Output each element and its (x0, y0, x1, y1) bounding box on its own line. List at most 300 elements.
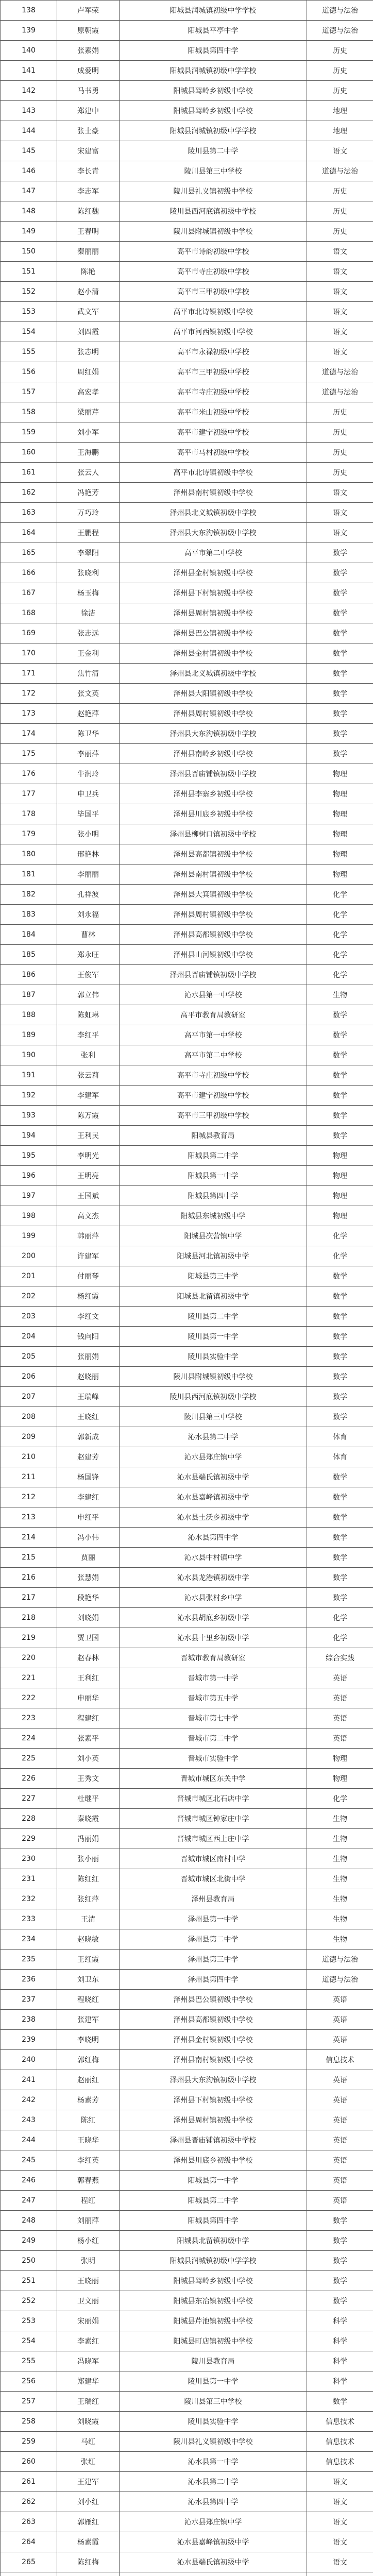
row-number-cell: 179 (1, 824, 57, 844)
table-row (1, 1086, 373, 1106)
school-cell: 泽州县高都镇初级中学校 (120, 925, 307, 945)
row-number-cell: 258 (1, 2412, 57, 2432)
table-row (1, 81, 373, 101)
name-cell: 邢艳林 (57, 844, 120, 865)
name-cell: 贾卫国 (57, 1628, 120, 1648)
subject-cell: 语文 (307, 2552, 373, 2572)
table-row (1, 2392, 373, 2412)
row-number-cell: 206 (1, 1367, 57, 1387)
school-cell: 沁水县中村镇中学 (120, 1548, 307, 1568)
name-cell: 陈万霞 (57, 1106, 120, 1126)
table-row (1, 1950, 373, 1970)
school-cell: 泽州县第二中学 (120, 1929, 307, 1950)
subject-cell: 物理 (307, 1166, 373, 1186)
school-cell: 陵川县第二中学 (120, 1307, 307, 1327)
name-cell: 秦晓霞 (57, 1809, 120, 1829)
name-cell: 陈红梅 (57, 2552, 120, 2572)
school-cell: 沁水县土沃乡初级中学 (120, 1507, 307, 1528)
subject-cell: 化学 (307, 905, 373, 925)
school-cell: 泽州县下村镇初级中学校 (120, 583, 307, 603)
table-row (1, 1648, 373, 1668)
row-number-cell: 147 (1, 181, 57, 201)
school-cell: 泽州县晋庙铺镇初级中学校 (120, 965, 307, 985)
name-cell: 程晓红 (57, 1990, 120, 2010)
subject-cell: 数学 (307, 1347, 373, 1367)
school-cell: 泽州县南岭乡初级中学校 (120, 744, 307, 764)
subject-cell: 数学 (307, 643, 373, 664)
school-cell: 泽州县大东沟镇初级中学校 (120, 523, 307, 543)
subject-cell: 数学 (307, 603, 373, 623)
table-row (1, 1889, 373, 1909)
subject-cell: 生物 (307, 1889, 373, 1909)
row-number-cell: 168 (1, 603, 57, 623)
table-row (1, 1970, 373, 1990)
subject-cell: 信息技术 (307, 2432, 373, 2452)
subject-cell (307, 2572, 373, 2576)
table-row (1, 1849, 373, 1869)
table-row (1, 664, 373, 684)
subject-cell: 物理 (307, 844, 373, 865)
name-cell: 陈虹琳 (57, 1005, 120, 1025)
school-cell: 高平市北诗镇初级中学校 (120, 463, 307, 483)
name-cell: 张小丽 (57, 1849, 120, 1869)
table-row (1, 342, 373, 362)
table-row (1, 422, 373, 443)
subject-cell: 数学 (307, 2251, 373, 2271)
subject-cell: 数学 (307, 744, 373, 764)
subject-cell: 数学 (307, 1507, 373, 1528)
row-number-cell: 224 (1, 1728, 57, 1749)
row-number-cell: 164 (1, 523, 57, 543)
subject-cell: 英语 (307, 2130, 373, 2150)
school-cell: 阳城县第四中学 (120, 1186, 307, 1206)
row-number-cell: 169 (1, 623, 57, 643)
name-cell: 赵丽红 (57, 2070, 120, 2090)
row-number-cell: 238 (1, 2010, 57, 2030)
table-row (1, 101, 373, 121)
table-row (1, 242, 373, 262)
table-row (1, 201, 373, 222)
subject-cell: 语文 (307, 141, 373, 161)
row-number-cell: 235 (1, 1950, 57, 1970)
subject-cell: 数学 (307, 1286, 373, 1307)
name-cell: 王瑞红 (57, 2392, 120, 2412)
table-row (1, 2130, 373, 2150)
row-number-cell: 163 (1, 503, 57, 523)
table-row (1, 2070, 373, 2090)
name-cell: 郑永旺 (57, 945, 120, 965)
row-number-cell: 255 (1, 2351, 57, 2371)
table-row (1, 684, 373, 704)
subject-cell: 道德与法治 (307, 1, 373, 21)
school-cell: 阳城县第一中学 (120, 1166, 307, 1186)
school-cell: 沁水县第四中学 (120, 1528, 307, 1548)
subject-cell: 历史 (307, 61, 373, 81)
row-number-cell: 199 (1, 1226, 57, 1246)
table-row (1, 724, 373, 744)
name-cell: 刘丽萍 (57, 2211, 120, 2231)
row-number-cell: 228 (1, 1809, 57, 1829)
school-cell: 沁水县第二中学 (120, 1427, 307, 1447)
name-cell: 杨小红 (57, 2231, 120, 2251)
row-number-cell: 148 (1, 201, 57, 222)
row-number-cell: 159 (1, 422, 57, 443)
row-number-cell: 218 (1, 1608, 57, 1628)
table-row (1, 322, 373, 342)
school-cell: 高平市寺庄初级中学校 (120, 1065, 307, 1086)
school-cell: 陵川县礼义镇初级中学校 (120, 2432, 307, 2452)
subject-cell: 物理 (307, 1749, 373, 1769)
subject-cell: 道德与法治 (307, 161, 373, 181)
table-row (1, 2171, 373, 2191)
school-cell: 泽州县大箕镇初级中学校 (120, 885, 307, 905)
table-row (1, 1347, 373, 1367)
subject-cell: 数学 (307, 684, 373, 704)
name-cell: 郭红梅 (57, 2050, 120, 2070)
school-cell: 阳城县次营镇中学 (120, 1226, 307, 1246)
subject-cell: 语文 (307, 483, 373, 503)
subject-cell: 数学 (307, 1106, 373, 1126)
table-row (1, 1628, 373, 1648)
subject-cell: 数学 (307, 623, 373, 643)
subject-cell: 化学 (307, 1246, 373, 1266)
row-number-cell: 220 (1, 1648, 57, 1668)
school-cell: 高平市北诗镇初级中学校 (120, 302, 307, 322)
table-row (1, 744, 373, 764)
table-row (1, 1387, 373, 1407)
name-cell (57, 2572, 120, 2576)
subject-cell: 英语 (307, 1688, 373, 1708)
name-cell: 贾丽 (57, 1548, 120, 1568)
row-number-cell: 187 (1, 985, 57, 1005)
subject-cell: 数学 (307, 1045, 373, 1065)
row-number-cell: 154 (1, 322, 57, 342)
name-cell: 王晓华 (57, 2130, 120, 2150)
name-cell: 赵春林 (57, 1648, 120, 1668)
subject-cell: 历史 (307, 201, 373, 222)
school-cell: 高平市永禄初级中学校 (120, 342, 307, 362)
school-cell: 高平市马村初级中学校 (120, 443, 307, 463)
name-cell: 陈红 (57, 2110, 120, 2130)
school-cell: 阳城县町店镇初级中学校 (120, 2331, 307, 2351)
table-row (1, 302, 373, 322)
table-row (1, 1005, 373, 1025)
table-row (1, 2371, 373, 2392)
subject-cell: 数学 (307, 1367, 373, 1387)
name-cell: 冯丽娟 (57, 1829, 120, 1849)
row-number-cell: 208 (1, 1407, 57, 1427)
school-cell: 高平市第二中学校 (120, 1045, 307, 1065)
school-cell: 阳城县驾岭乡初级中学校 (120, 81, 307, 101)
subject-cell: 英语 (307, 1990, 373, 2010)
row-number-cell: 226 (1, 1769, 57, 1789)
table-row (1, 623, 373, 643)
row-number-cell: 170 (1, 643, 57, 664)
row-number-cell: 210 (1, 1447, 57, 1467)
table-row (1, 1507, 373, 1528)
row-number-cell: 166 (1, 563, 57, 583)
table-row (1, 643, 373, 664)
subject-cell: 英语 (307, 1728, 373, 1749)
table-row (1, 2110, 373, 2130)
table-row (1, 824, 373, 844)
table-row (1, 463, 373, 483)
row-number-cell: 196 (1, 1166, 57, 1186)
school-cell: 泽州县巴公镇初级中学校 (120, 623, 307, 643)
table-row (1, 443, 373, 463)
name-cell: 王利民 (57, 1126, 120, 1146)
table-body (1, 1, 373, 2576)
table-row (1, 1327, 373, 1347)
table-row (1, 2532, 373, 2552)
row-number-cell: 185 (1, 945, 57, 965)
subject-cell: 数学 (307, 563, 373, 583)
table-row (1, 1789, 373, 1809)
name-cell: 张素娟 (57, 41, 120, 61)
name-cell: 许建军 (57, 1246, 120, 1266)
row-number-cell: 201 (1, 1266, 57, 1286)
school-cell: 泽州县周村镇初级中学校 (120, 905, 307, 925)
name-cell: 陈艳 (57, 262, 120, 282)
subject-cell: 历史 (307, 222, 373, 242)
name-cell: 申卫兵 (57, 784, 120, 804)
row-number-cell: 213 (1, 1507, 57, 1528)
subject-cell: 数学 (307, 1025, 373, 1045)
name-cell: 高宏孝 (57, 382, 120, 402)
table-row (1, 1246, 373, 1266)
subject-cell: 物理 (307, 1186, 373, 1206)
row-number-cell (1, 2572, 57, 2576)
row-number-cell: 152 (1, 282, 57, 302)
subject-cell: 数学 (307, 1327, 373, 1347)
subject-cell: 英语 (307, 2150, 373, 2171)
name-cell: 马书勇 (57, 81, 120, 101)
school-cell: 泽州县周村镇初级中学校 (120, 603, 307, 623)
table-row (1, 21, 373, 41)
subject-cell: 信息技术 (307, 2412, 373, 2432)
name-cell: 王春明 (57, 222, 120, 242)
name-cell: 王清 (57, 1909, 120, 1929)
subject-cell: 化学 (307, 1789, 373, 1809)
row-number-cell: 232 (1, 1889, 57, 1909)
school-cell (120, 2572, 307, 2576)
subject-cell: 语文 (307, 2532, 373, 2552)
school-cell: 高平市第一中学校 (120, 1025, 307, 1045)
subject-cell: 地理 (307, 121, 373, 141)
row-number-cell: 183 (1, 905, 57, 925)
row-number-cell: 231 (1, 1869, 57, 1889)
row-number-cell: 145 (1, 141, 57, 161)
name-cell: 徐洁 (57, 603, 120, 623)
row-number-cell: 239 (1, 2030, 57, 2050)
row-number-cell: 198 (1, 1206, 57, 1226)
table-row (1, 1728, 373, 1749)
name-cell: 张建军 (57, 2010, 120, 2030)
table-row (1, 2311, 373, 2331)
name-cell: 王建军 (57, 2472, 120, 2492)
name-cell: 宋丽娟 (57, 2311, 120, 2331)
row-number-cell: 200 (1, 1246, 57, 1266)
school-cell: 高平市三甲初级中学校 (120, 282, 307, 302)
school-cell: 晋城市城区东关中学 (120, 1769, 307, 1789)
subject-cell: 英语 (307, 1668, 373, 1688)
subject-cell: 数学 (307, 664, 373, 684)
row-number-cell: 246 (1, 2171, 57, 2191)
school-cell: 高平市教育局教研室 (120, 1005, 307, 1025)
table-row (1, 1708, 373, 1728)
row-number-cell: 252 (1, 2291, 57, 2311)
subject-cell: 体育 (307, 1447, 373, 1467)
school-cell: 陵川县教育局 (120, 2351, 307, 2371)
row-number-cell: 178 (1, 804, 57, 824)
table-row (1, 1146, 373, 1166)
name-cell: 张素平 (57, 1728, 120, 1749)
name-cell: 王金利 (57, 643, 120, 664)
school-cell: 阳城县驾岭乡初级中学校 (120, 2271, 307, 2291)
subject-cell: 信息技术 (307, 2452, 373, 2472)
table-row (1, 764, 373, 784)
name-cell: 郭立伟 (57, 985, 120, 1005)
row-number-cell: 260 (1, 2452, 57, 2472)
subject-cell: 道德与法治 (307, 1950, 373, 1970)
subject-cell: 数学 (307, 583, 373, 603)
name-cell: 张小明 (57, 824, 120, 844)
name-cell: 李红文 (57, 1307, 120, 1327)
row-number-cell: 161 (1, 463, 57, 483)
row-number-cell: 189 (1, 1025, 57, 1045)
subject-cell: 道德与法治 (307, 21, 373, 41)
subject-cell: 数学 (307, 1588, 373, 1608)
table-row (1, 2150, 373, 2171)
row-number-cell: 209 (1, 1427, 57, 1447)
table-row (1, 181, 373, 201)
name-cell: 张晓利 (57, 563, 120, 583)
table-row (1, 563, 373, 583)
table-row (1, 1106, 373, 1126)
row-number-cell: 250 (1, 2251, 57, 2271)
subject-cell: 数学 (307, 1307, 373, 1327)
school-cell: 阳城县第二中学 (120, 1146, 307, 1166)
row-number-cell: 204 (1, 1327, 57, 1347)
row-number-cell: 253 (1, 2311, 57, 2331)
subject-cell: 语文 (307, 322, 373, 342)
row-number-cell: 211 (1, 1467, 57, 1487)
table-row (1, 2572, 373, 2576)
school-cell: 泽州县金村镇初级中学校 (120, 643, 307, 664)
subject-cell: 英语 (307, 2171, 373, 2191)
name-cell: 刘小军 (57, 422, 120, 443)
row-number-cell: 181 (1, 865, 57, 885)
table-row (1, 1829, 373, 1849)
subject-cell: 生物 (307, 1869, 373, 1889)
school-cell: 泽州县周村镇初级中学校 (120, 2110, 307, 2130)
table-row (1, 965, 373, 985)
subject-cell: 数学 (307, 2291, 373, 2311)
row-number-cell: 216 (1, 1568, 57, 1588)
subject-cell: 数学 (307, 1568, 373, 1588)
school-cell: 晋城市城区北石店中学 (120, 1789, 307, 1809)
name-cell: 韩丽萍 (57, 1226, 120, 1246)
subject-cell: 物理 (307, 784, 373, 804)
row-number-cell: 140 (1, 41, 57, 61)
school-cell: 阳城县北留镇初级中学 (120, 2231, 307, 2251)
row-number-cell: 241 (1, 2070, 57, 2090)
name-cell: 张红 (57, 2452, 120, 2472)
table-row (1, 844, 373, 865)
subject-cell: 数学 (307, 1266, 373, 1286)
school-cell: 晋城市城区钟家庄中学 (120, 1809, 307, 1829)
subject-cell: 科学 (307, 2351, 373, 2371)
row-number-cell: 245 (1, 2150, 57, 2171)
table-row (1, 2351, 373, 2371)
row-number-cell: 249 (1, 2231, 57, 2251)
row-number-cell: 155 (1, 342, 57, 362)
name-cell: 冯艳芳 (57, 483, 120, 503)
school-cell: 晋城市城区南村中学 (120, 1849, 307, 1869)
name-cell: 张志远 (57, 623, 120, 643)
row-number-cell: 205 (1, 1347, 57, 1367)
subject-cell: 生物 (307, 985, 373, 1005)
school-cell: 高平市寺庄初级中学校 (120, 382, 307, 402)
subject-cell: 数学 (307, 1086, 373, 1106)
name-cell: 焦竹清 (57, 664, 120, 684)
school-cell: 泽州县南村镇初级中学校 (120, 865, 307, 885)
school-cell: 陵川县第一中学 (120, 2371, 307, 2392)
table-row (1, 2512, 373, 2532)
name-cell: 高文杰 (57, 1206, 120, 1226)
subject-cell: 数学 (307, 1005, 373, 1025)
school-cell: 泽州县川底乡初级中学校 (120, 804, 307, 824)
name-cell: 杜继平 (57, 1789, 120, 1809)
table-row (1, 603, 373, 623)
school-cell: 泽州县第四中学 (120, 1970, 307, 1990)
name-cell: 梁丽芹 (57, 402, 120, 422)
school-cell: 泽州县金村镇初级中学校 (120, 563, 307, 583)
row-number-cell: 248 (1, 2211, 57, 2231)
name-cell: 冯晓军 (57, 2351, 120, 2371)
row-number-cell: 190 (1, 1045, 57, 1065)
table-row (1, 141, 373, 161)
row-number-cell: 197 (1, 1186, 57, 1206)
row-number-cell: 157 (1, 382, 57, 402)
table-row (1, 523, 373, 543)
name-cell: 杨素芳 (57, 2090, 120, 2110)
subject-cell: 地理 (307, 101, 373, 121)
row-number-cell: 244 (1, 2130, 57, 2150)
table-row (1, 1286, 373, 1307)
name-cell: 王秀文 (57, 1769, 120, 1789)
name-cell: 王俊军 (57, 965, 120, 985)
school-cell: 阳城县润城镇初级中学学校 (120, 1, 307, 21)
school-cell: 晋城市第二中学 (120, 1728, 307, 1749)
school-cell: 晋城市第五中学 (120, 1688, 307, 1708)
subject-cell: 历史 (307, 402, 373, 422)
school-cell: 陵川县第二中学 (120, 141, 307, 161)
school-cell: 沁水县十里乡初级中学 (120, 1628, 307, 1648)
school-cell: 泽州县北义城镇初级中学校 (120, 664, 307, 684)
school-cell: 阳城县河北镇初级中学 (120, 1246, 307, 1266)
name-cell: 刘卫东 (57, 1970, 120, 1990)
name-cell: 冯小伟 (57, 1528, 120, 1548)
table-row (1, 1588, 373, 1608)
name-cell: 孔祥波 (57, 885, 120, 905)
subject-cell: 物理 (307, 1206, 373, 1226)
table-row (1, 2331, 373, 2351)
name-cell: 张明 (57, 2251, 120, 2271)
school-cell: 泽州县第三中学 (120, 1950, 307, 1970)
school-cell: 沁水县郑庄镇中学 (120, 2512, 307, 2532)
row-number-cell: 195 (1, 1146, 57, 1166)
